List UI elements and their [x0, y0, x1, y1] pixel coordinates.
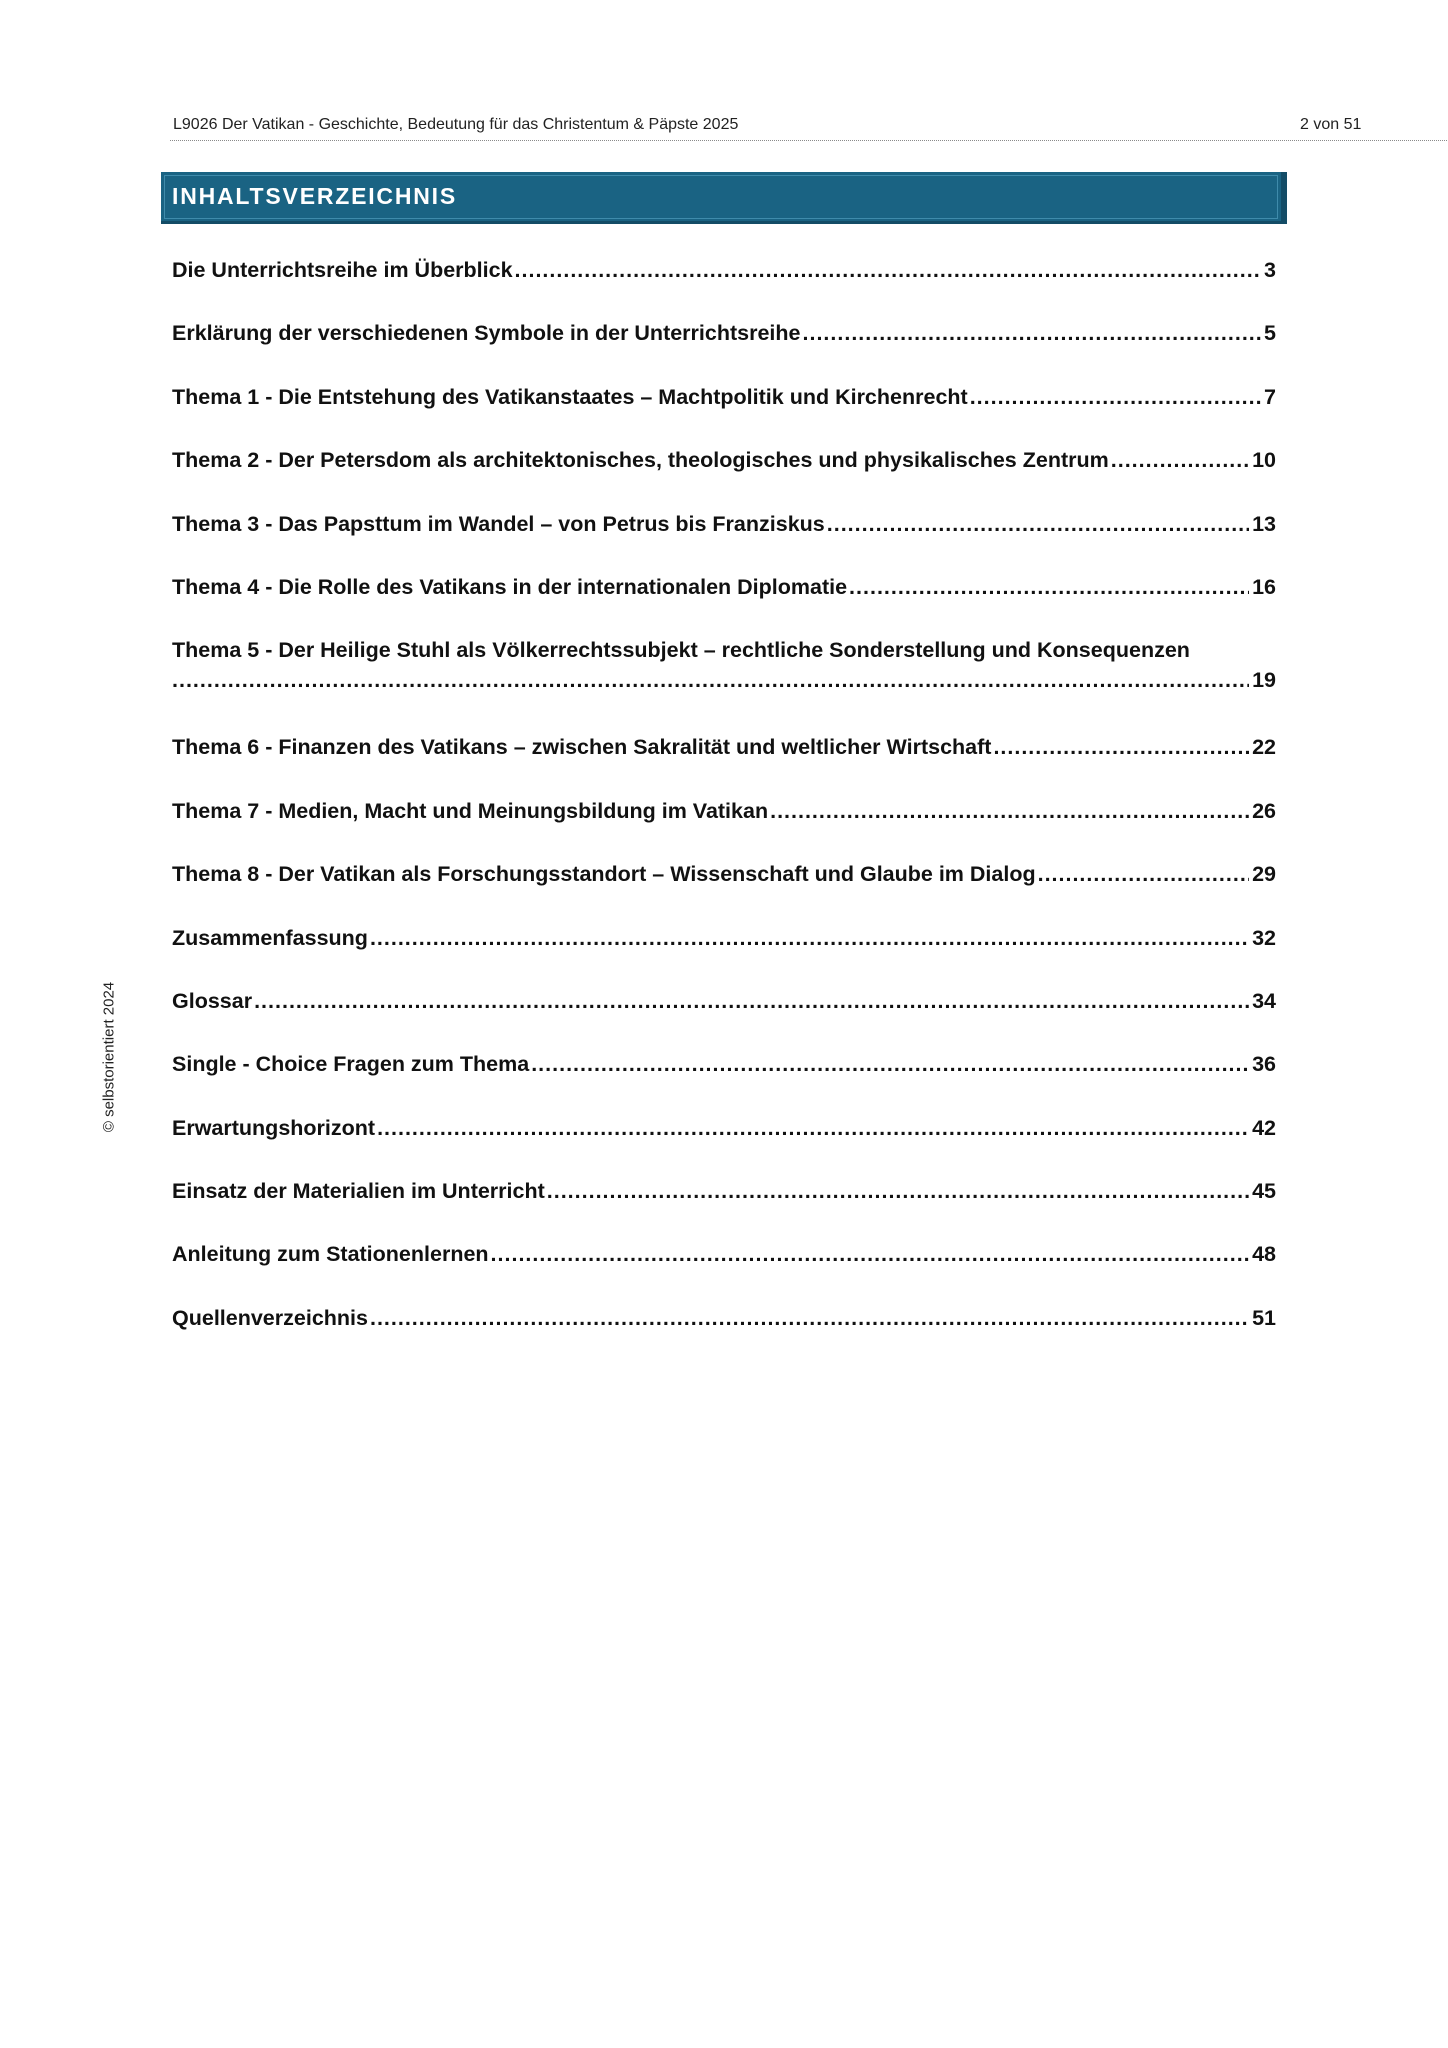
toc-entry-title: Glossar	[172, 988, 253, 1013]
toc-entry-page: 48	[1252, 1242, 1276, 1267]
toc-entry[interactable]	[172, 509, 1276, 572]
toc-heading: INHALTSVERZEICHNIS	[172, 183, 457, 209]
toc-dot-leader	[993, 732, 1249, 762]
toc-dot-leader	[370, 923, 1249, 953]
toc-dot-leader	[172, 665, 1249, 695]
toc-entry[interactable]	[172, 1049, 1276, 1112]
toc-entry[interactable]	[172, 923, 1276, 986]
toc-entry[interactable]	[172, 1239, 1276, 1302]
toc-dot-leader	[827, 509, 1249, 539]
toc-dot-leader	[803, 318, 1262, 348]
toc-dot-leader	[547, 1176, 1249, 1206]
toc-entry-page: 34	[1252, 988, 1276, 1013]
document-title: L9026 Der Vatikan - Geschichte, Bedeutung für das Christentum & Päpste 2025	[173, 116, 739, 133]
page-number: 2 von 51	[1300, 116, 1362, 133]
toc-heading-banner	[161, 172, 1287, 224]
toc-entry-title: Zusammenfassung	[172, 925, 368, 950]
toc-dot-leader	[849, 572, 1249, 602]
toc-entry-page: 13	[1252, 511, 1276, 536]
toc-entry-page: 19	[1252, 668, 1276, 693]
toc-entry-page: 45	[1252, 1179, 1276, 1204]
toc-entry-page: 29	[1252, 862, 1276, 887]
toc-entry-title: Die Unterrichtsreihe im Überblick	[172, 258, 513, 282]
toc-list	[172, 255, 1276, 1366]
toc-dot-leader	[370, 1303, 1249, 1333]
toc-entry-title: Thema 7 - Medien, Macht und Meinungsbildung im Vatikan	[172, 798, 769, 823]
toc-entry-title: Thema 2 - Der Petersdom als architektonisches, theologisches und physikalisches Zentrum	[172, 448, 1109, 473]
toc-entry-page: 7	[1264, 384, 1276, 409]
toc-entry-title: Thema 8 - Der Vatikan als Forschungsstandort – Wissenschaft und Glaube im Dialog	[172, 862, 1036, 887]
toc-entry[interactable]	[172, 732, 1276, 795]
toc-entry-page: 3	[1264, 258, 1276, 282]
toc-entry-page: 42	[1252, 1115, 1276, 1140]
toc-entry-page: 16	[1252, 574, 1276, 599]
toc-entry-title: Thema 6 - Finanzen des Vatikans – zwischen Sakralität und weltlicher Wirtschaft	[172, 735, 992, 760]
toc-entry[interactable]	[172, 1113, 1276, 1176]
toc-entry-title: Thema 4 - Die Rolle des Vatikans in der internationalen Diplomatie	[172, 574, 848, 599]
toc-dot-leader	[491, 1239, 1250, 1269]
toc-entry-title: Anleitung zum Stationenlernen	[172, 1242, 489, 1267]
toc-dot-leader	[254, 986, 1249, 1016]
toc-entry-title: Erklärung der verschiedenen Symbole in der Unterrichtsreihe	[172, 321, 801, 346]
toc-entry-title: Thema 3 - Das Papsttum im Wandel – von Petrus bis Franziskus	[172, 511, 825, 536]
toc-dot-leader	[531, 1049, 1249, 1079]
toc-entry[interactable]	[172, 318, 1276, 381]
toc-entry[interactable]	[172, 859, 1276, 922]
toc-entry-page: 10	[1252, 448, 1276, 473]
toc-entry-page: 22	[1252, 735, 1276, 760]
toc-entry[interactable]	[172, 445, 1276, 508]
toc-dot-leader	[1111, 445, 1249, 475]
toc-entry[interactable]	[172, 382, 1276, 445]
toc-dot-leader	[770, 796, 1249, 826]
toc-entry[interactable]	[172, 986, 1276, 1049]
toc-entry[interactable]	[172, 1303, 1276, 1366]
toc-entry-page: 36	[1252, 1052, 1276, 1077]
toc-entry[interactable]	[172, 796, 1276, 859]
toc-dot-leader	[970, 382, 1261, 412]
toc-entry-title: Single - Choice Fragen zum Thema	[172, 1052, 530, 1077]
page-header	[170, 116, 1447, 141]
toc-entry-page: 51	[1252, 1305, 1276, 1330]
copyright-note: © selbstorientiert 2024	[100, 981, 118, 1133]
toc-entry[interactable]	[172, 572, 1276, 635]
toc-entry[interactable]	[172, 635, 1276, 732]
toc-entry-title: Thema 1 - Die Entstehung des Vatikanstaates – Machtpolitik und Kirchenrecht	[172, 384, 968, 409]
toc-entry[interactable]	[172, 255, 1276, 318]
toc-entry[interactable]	[172, 1176, 1276, 1239]
toc-entry-title: Einsatz der Materialien im Unterricht	[172, 1179, 545, 1204]
toc-entry-title: Erwartungshorizont	[172, 1115, 376, 1140]
toc-entry-page: 32	[1252, 925, 1276, 950]
toc-entry-title: Quellenverzeichnis	[172, 1305, 368, 1330]
toc-entry-page: 5	[1264, 321, 1276, 346]
toc-dot-leader	[515, 255, 1262, 285]
toc-dot-leader	[377, 1113, 1249, 1143]
toc-entry-page: 26	[1252, 798, 1276, 823]
toc-dot-leader	[1038, 859, 1249, 889]
toc-entry-title: Thema 5 - Der Heilige Stuhl als Völkerrechtssubjekt – rechtliche Sonderstellung und Konsequenzen	[172, 638, 1190, 663]
